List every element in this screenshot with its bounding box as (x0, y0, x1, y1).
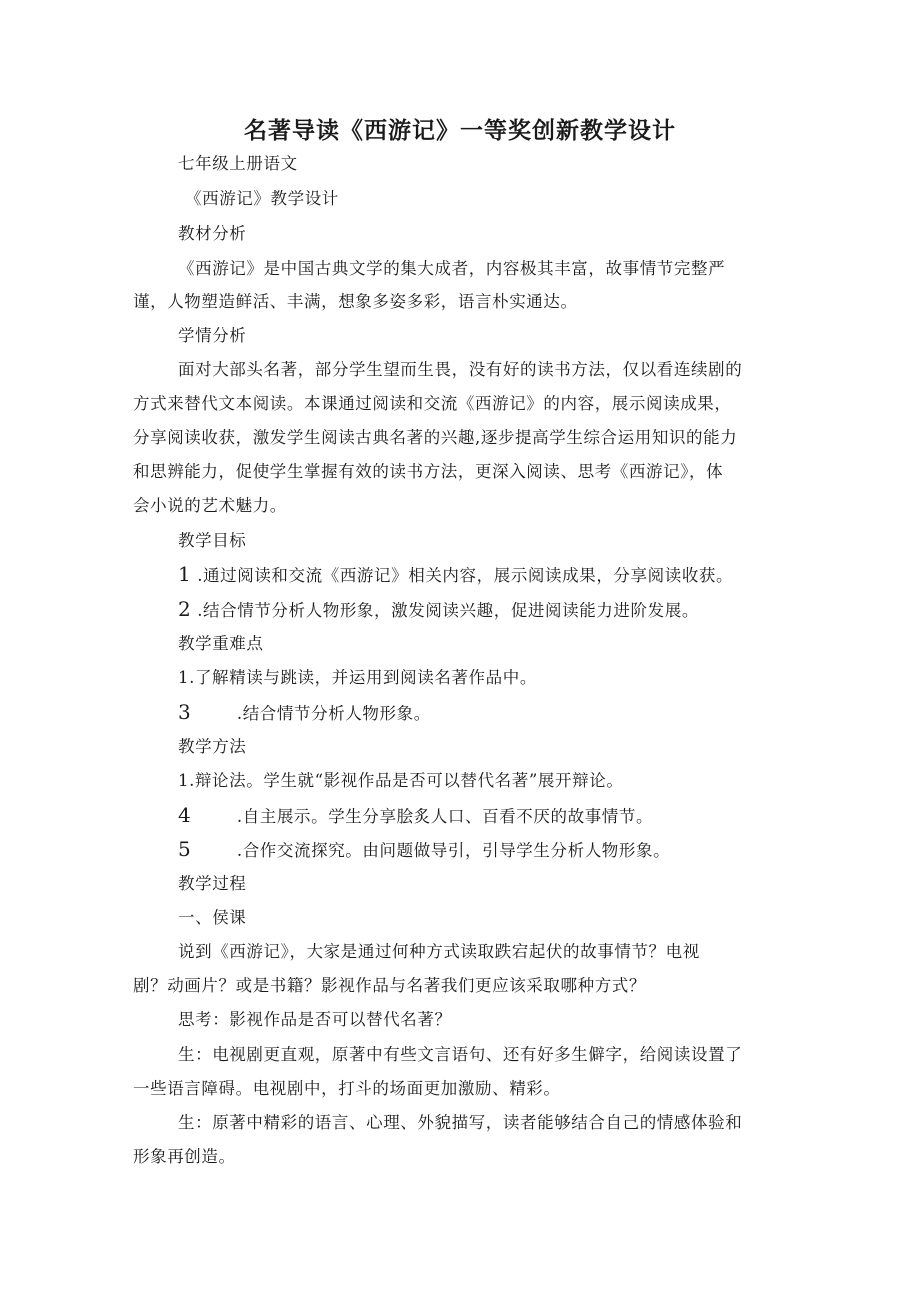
list-item: 1.了解精读与跳读，并运用到阅读名著作品中。 (178, 668, 537, 687)
section-heading-methods: 教学方法 (178, 737, 247, 756)
section-heading-key-points: 教学重难点 (178, 634, 264, 653)
list-number: 5 (178, 837, 192, 861)
subsection-heading: 一、侯课 (178, 908, 247, 927)
section-heading-process: 教学过程 (178, 874, 247, 893)
document-title: 名著导读《西游记》一等奖创新教学设计 (244, 118, 676, 144)
design-subtitle: 《西游记》教学设计 (185, 189, 339, 208)
list-text: .自主展示。学生分享脍炙人口、百看不厌的故事情节。 (236, 807, 654, 826)
section-heading-textbook-analysis: 教材分析 (178, 224, 247, 243)
paragraph-line: 生：原著中精彩的语言、心理、外貌描写，读者能够结合自己的情感体验和 (178, 1113, 743, 1132)
paragraph-line: 《西游记》是中国古典文学的集大成者，内容极其丰富，故事情节完整严 (178, 259, 726, 278)
section-heading-goals: 教学目标 (178, 531, 247, 550)
paragraph-line: 思考：影视作品是否可以替代名著？ (178, 1010, 452, 1029)
list-text: .结合情节分析人物形象。 (236, 704, 431, 723)
list-text: .结合情节分析人物形象，激发阅读兴趣，促进阅读能力进阶发展。 (197, 601, 699, 620)
list-text: .合作交流探究。由问题做导引，引导学生分析人物形象。 (236, 841, 671, 860)
paragraph-line: 会小说的艺术魅力。 (133, 496, 287, 515)
section-heading-student-analysis: 学情分析 (178, 326, 247, 345)
paragraph-line: 谨，人物塑造鲜活、丰满，想象多姿多彩，语言朴实通达。 (133, 292, 578, 311)
paragraph-line: 生：电视剧更直观，原著中有些文言语句、还有好多生僻字，给阅读设置了 (178, 1045, 743, 1064)
paragraph-line: 形象再创造。 (133, 1147, 236, 1166)
paragraph-line: 面对大部头名著，部分学生望而生畏，没有好的读书方法，仅以看连续剧的 (178, 360, 743, 379)
list-number: 1 (178, 562, 192, 586)
paragraph-line: 剧？动画片？或是书籍？影视作品与名著我们更应该采取哪种方式？ (133, 976, 646, 995)
list-item: 1.辩论法。学生就“影视作品是否可以替代名著”展开辩论。 (178, 771, 624, 790)
paragraph-line: 方式来替代文本阅读。本课通过阅读和交流《西游记》的内容，展示阅读成果， (133, 394, 732, 413)
grade-subject: 七年级上册语文 (178, 154, 298, 173)
list-item (178, 837, 670, 863)
list-item (178, 700, 431, 726)
paragraph-line: 说到《西游记》，大家是通过何种方式读取跌宕起伏的故事情节？电视 (178, 942, 700, 961)
list-item (178, 597, 699, 623)
paragraph-line: 和思辨能力，促使学生掌握有效的读书方法，更深入阅读、思考《西游记》，体 (133, 462, 724, 481)
paragraph-line: 一些语言障碍。电视剧中，打斗的场面更加激励、精彩。 (133, 1079, 561, 1098)
list-number: 4 (178, 803, 192, 827)
list-number: 2 (178, 597, 192, 621)
list-item (178, 562, 733, 588)
paragraph-line: 分享阅读收获，激发学生阅读古典名著的兴趣,逐步提高学生综合运用知识的能力 (133, 428, 738, 447)
list-number: 3 (178, 700, 192, 724)
list-text: .通过阅读和交流《西游记》相关内容，展示阅读成果，分享阅读收获。 (197, 566, 734, 585)
list-item (178, 803, 653, 829)
